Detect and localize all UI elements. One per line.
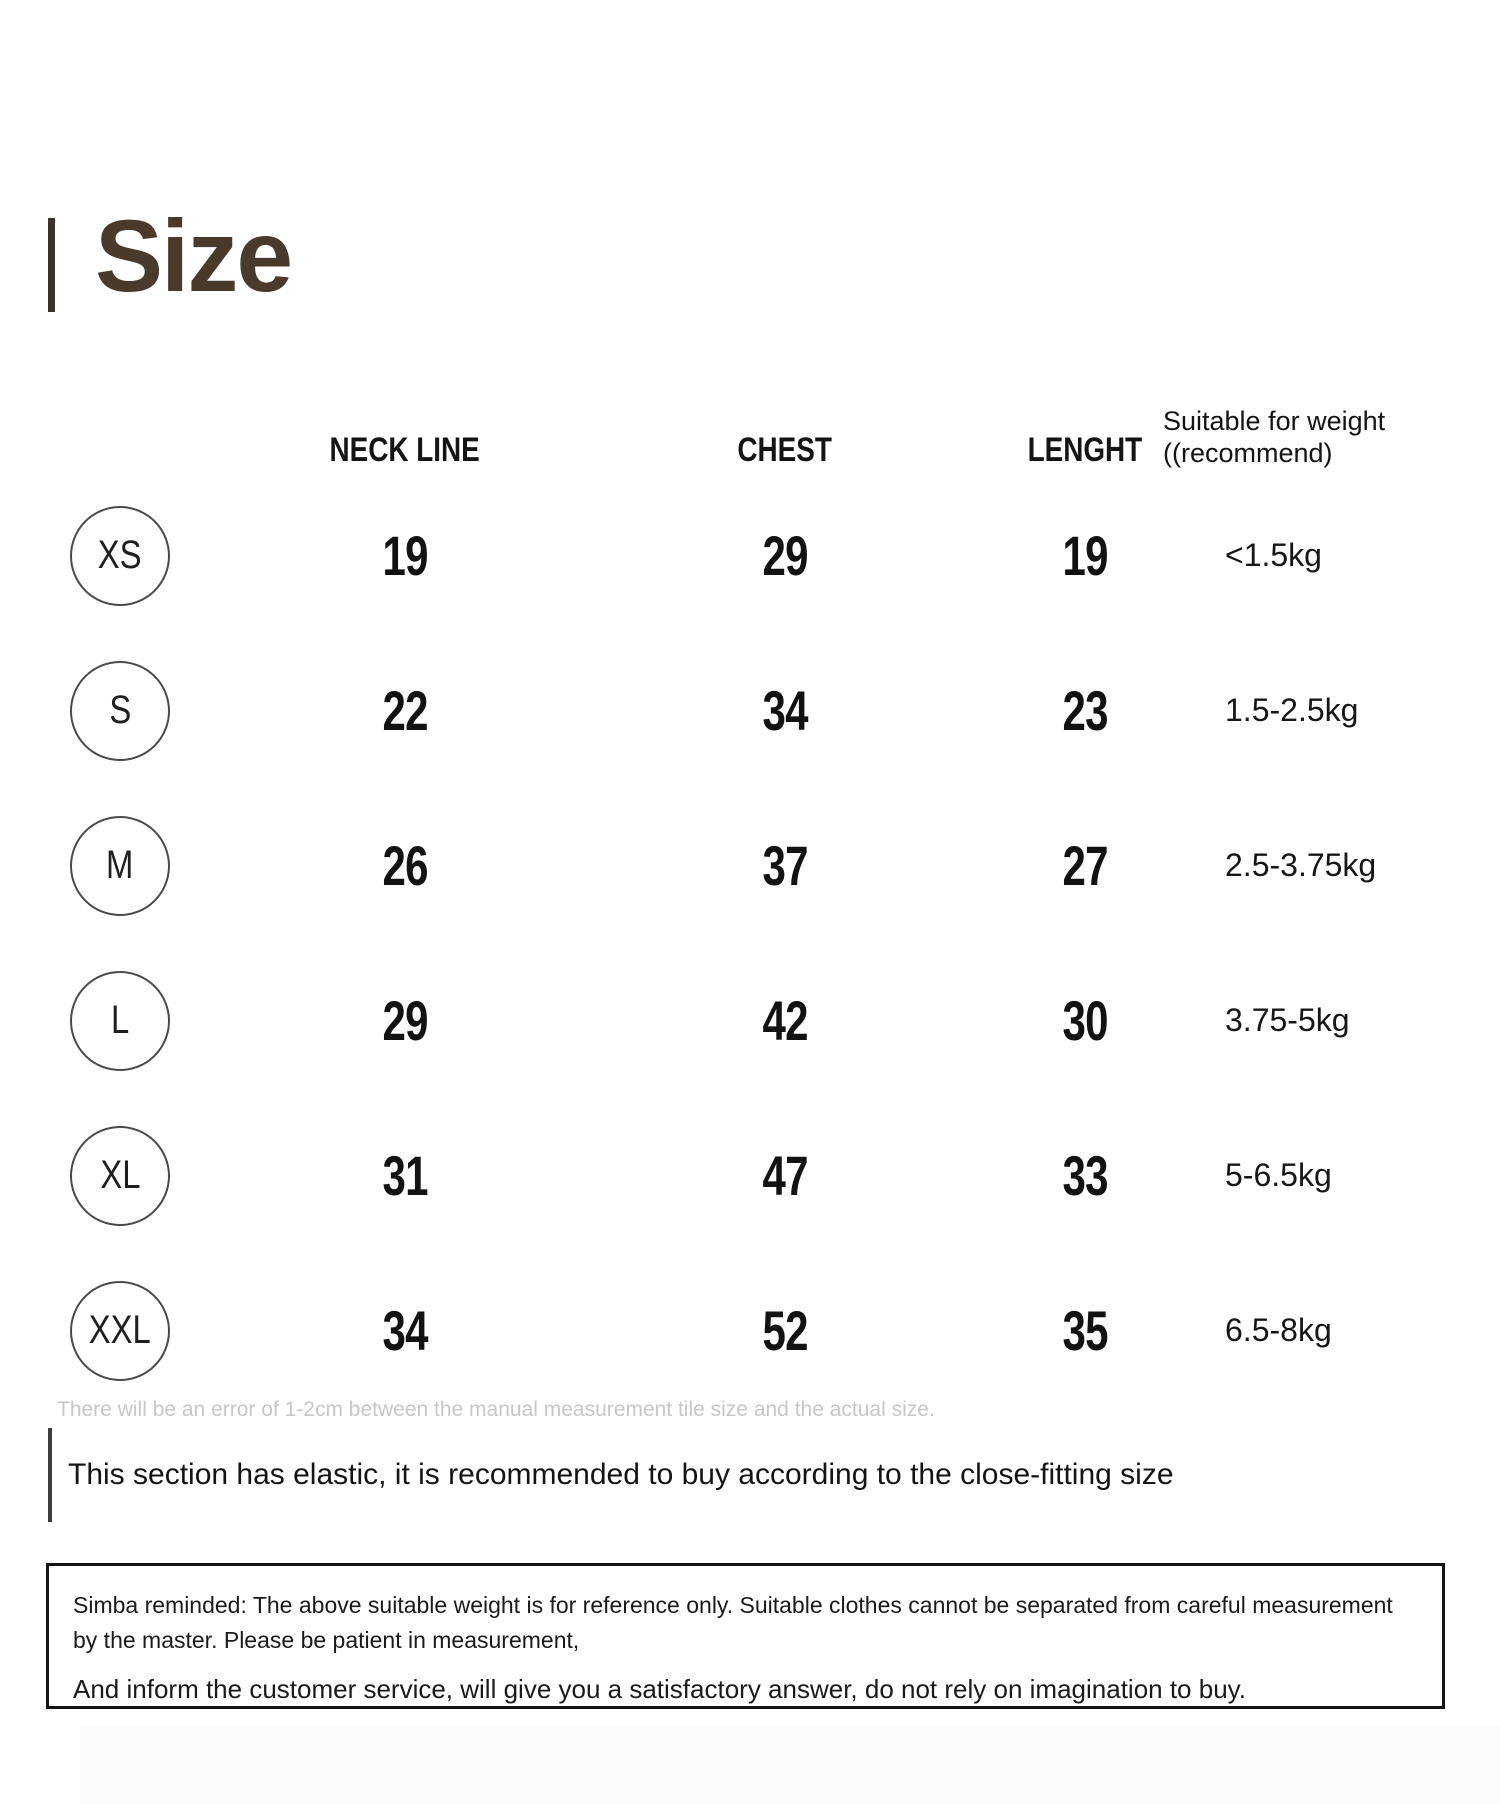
table-row-l	[40, 943, 1460, 1098]
neck-cell	[200, 988, 610, 1053]
size-badge-circle	[70, 661, 170, 761]
size-badge-circle	[70, 1126, 170, 1226]
bottom-background-strip	[80, 1726, 1500, 1804]
weight-header-line2: ((recommend)	[1163, 438, 1333, 469]
size-badge-label: XL	[99, 1153, 141, 1197]
weight-header-label	[1163, 406, 1385, 470]
neck-cell	[200, 1143, 610, 1208]
length-cell	[960, 523, 1210, 588]
neck-value: 19	[382, 524, 428, 587]
weight-cell	[1210, 1002, 1420, 1039]
length-value: 27	[1062, 834, 1108, 897]
size-badge-circle	[70, 816, 170, 916]
table-row-xs	[40, 478, 1460, 633]
length-value: 33	[1062, 1144, 1108, 1207]
page-title-block	[48, 199, 292, 313]
size-badge-label: XS	[98, 533, 142, 577]
reminder-line-1: Simba reminded: The above suitable weight is for reference only. Suitable clothes cannot be separated from careful measurement by the master. Please be patient in measurement,	[73, 1592, 1393, 1653]
neck-value: 22	[382, 679, 428, 742]
elastic-note-block	[48, 1428, 1174, 1522]
size-cell	[40, 661, 200, 761]
col-header-neck-line	[200, 431, 610, 470]
neck-cell	[200, 833, 610, 898]
col-header-weight	[1163, 406, 1420, 470]
neck-value: 26	[382, 834, 428, 897]
size-badge-label: XXL	[88, 1308, 151, 1352]
elastic-note: This section has elastic, it is recommended to buy according to the close-fitting size	[68, 1458, 1174, 1491]
weight-cell	[1210, 1157, 1420, 1194]
weight-value: 1.5-2.5kg	[1225, 692, 1359, 728]
length-value: 30	[1062, 989, 1108, 1052]
length-cell	[960, 678, 1210, 743]
length-value: 35	[1062, 1299, 1108, 1362]
weight-cell	[1210, 692, 1420, 729]
reminder-line-2: And inform the customer service, will give you a satisfactory answer, do not rely on imagination to buy.	[73, 1674, 1246, 1704]
weight-cell	[1210, 1312, 1420, 1349]
size-badge-circle	[70, 506, 170, 606]
size-badge-label: S	[109, 688, 131, 732]
size-table	[40, 368, 1460, 1408]
weight-value: 5-6.5kg	[1225, 1157, 1332, 1193]
table-row-m	[40, 788, 1460, 943]
chest-cell	[610, 523, 960, 588]
weight-value: 3.75-5kg	[1225, 1002, 1350, 1038]
size-cell	[40, 506, 200, 606]
weight-header-line1: Suitable for weight	[1163, 406, 1386, 437]
neck-cell	[200, 523, 610, 588]
weight-value: <1.5kg	[1225, 537, 1322, 573]
size-cell	[40, 1126, 200, 1226]
chest-cell	[610, 1298, 960, 1363]
page-title: Size	[95, 199, 292, 313]
chest-header-label: CHEST	[737, 431, 833, 469]
length-value: 23	[1062, 679, 1108, 742]
weight-value: 6.5-8kg	[1225, 1312, 1332, 1348]
weight-cell	[1210, 847, 1420, 884]
chest-cell	[610, 1143, 960, 1208]
weight-value: 2.5-3.75kg	[1225, 847, 1377, 883]
size-badge-circle	[70, 971, 170, 1071]
chest-value: 37	[762, 834, 808, 897]
size-cell	[40, 816, 200, 916]
length-cell	[960, 833, 1210, 898]
table-row-s	[40, 633, 1460, 788]
title-accent-bar	[48, 218, 55, 312]
length-cell	[960, 988, 1210, 1053]
measurement-error-note: There will be an error of 1-2cm between the manual measurement tile size and the actual size.	[57, 1398, 935, 1421]
neck-cell	[200, 678, 610, 743]
reminder-box	[46, 1563, 1445, 1709]
neck-value: 29	[382, 989, 428, 1052]
neck-line-header-label: NECK LINE	[329, 431, 481, 469]
table-row-xl	[40, 1098, 1460, 1253]
weight-cell	[1210, 537, 1420, 574]
size-badge-label: M	[106, 843, 134, 887]
length-value: 19	[1062, 524, 1108, 587]
size-cell	[40, 971, 200, 1071]
col-header-chest	[610, 431, 960, 470]
chest-value: 29	[762, 524, 808, 587]
length-header-label: LENGHT	[1027, 431, 1143, 469]
chest-cell	[610, 678, 960, 743]
chest-value: 47	[762, 1144, 808, 1207]
neck-value: 34	[382, 1299, 428, 1362]
elastic-accent-bar	[48, 1428, 52, 1522]
size-badge-circle	[70, 1281, 170, 1381]
size-badge-label: L	[110, 998, 130, 1042]
chest-value: 42	[762, 989, 808, 1052]
chest-cell	[610, 833, 960, 898]
neck-cell	[200, 1298, 610, 1363]
length-cell	[960, 1143, 1210, 1208]
size-cell	[40, 1281, 200, 1381]
table-row-xxl	[40, 1253, 1460, 1408]
neck-value: 31	[382, 1144, 428, 1207]
table-header-row	[40, 368, 1460, 478]
chest-cell	[610, 988, 960, 1053]
chest-value: 52	[762, 1299, 808, 1362]
length-cell	[960, 1298, 1210, 1363]
chest-value: 34	[762, 679, 808, 742]
